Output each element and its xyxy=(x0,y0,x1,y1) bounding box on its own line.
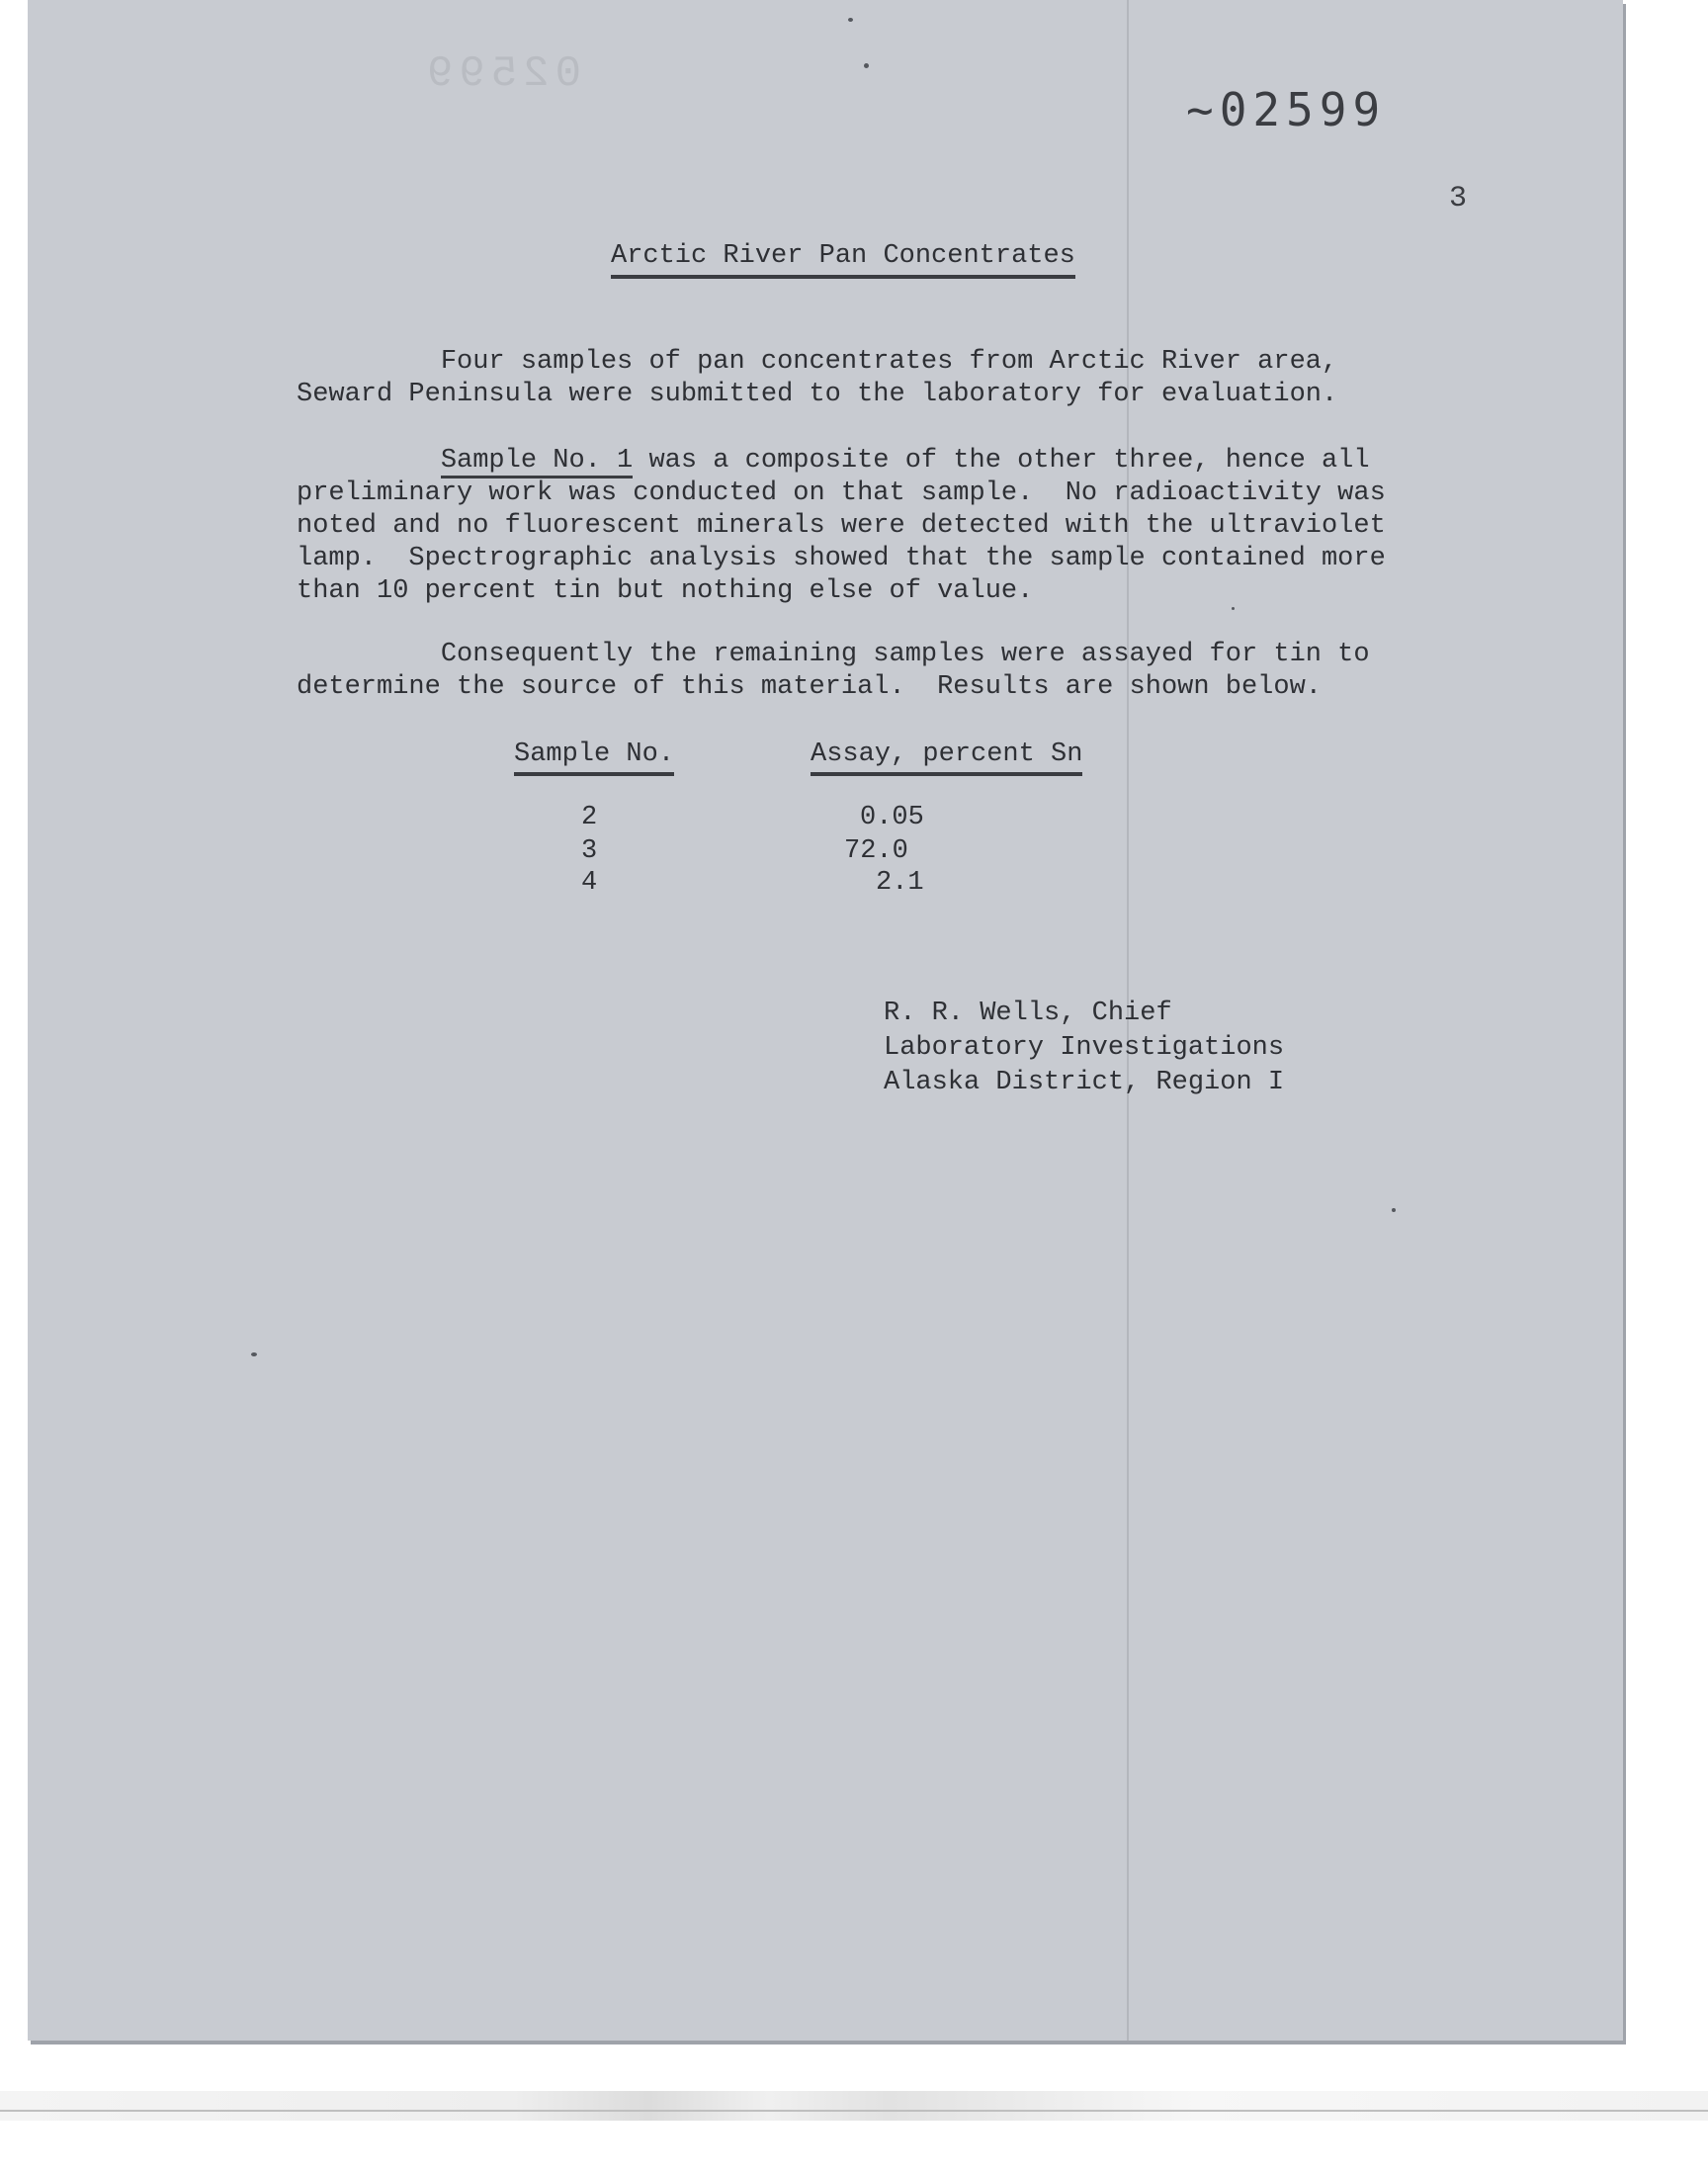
table-cell-assay: 0.05 xyxy=(860,803,924,832)
paragraph-line: was a composite of the other three, hence all xyxy=(633,446,1370,476)
signatory-department: Laboratory Investigations xyxy=(884,1033,1285,1063)
page-speck xyxy=(251,1352,257,1356)
paragraph-line: preliminary work was conducted on that sample. No radioactivity was xyxy=(297,478,1386,508)
signature-block xyxy=(884,997,1284,1100)
column-header-assay: Assay, percent Sn xyxy=(811,740,1082,776)
sample-one-label: Sample No. 1 xyxy=(441,446,633,478)
signatory-name: R. R. Wells, Chief xyxy=(884,999,1172,1028)
paragraph-sample-one xyxy=(297,445,1433,608)
show-through-stamp: 02599 xyxy=(420,49,581,99)
paragraph-line: noted and no fluorescent minerals were detected with the ultraviolet xyxy=(297,511,1386,541)
paragraph-line: Consequently the remaining samples were assayed for tin to xyxy=(297,640,1370,669)
page-number: 3 xyxy=(1449,182,1468,216)
page-speck xyxy=(1392,1208,1396,1212)
scanner-artifact-line xyxy=(0,2110,1708,2112)
page-speck xyxy=(864,63,869,68)
signatory-region: Alaska District, Region I xyxy=(884,1068,1285,1097)
paragraph-results xyxy=(297,639,1433,704)
document-number: ~02599 xyxy=(1186,83,1387,136)
paragraph-line: determine the source of this material. Results are shown below. xyxy=(297,672,1322,702)
table-cell-assay: 72.0 xyxy=(844,836,908,866)
table-cell-sample: 2 xyxy=(581,803,598,832)
paragraph-line: Seward Peninsula were submitted to the laboratory for evaluation. xyxy=(297,380,1338,409)
table-cell-sample: 3 xyxy=(581,836,598,866)
paragraph-line: than 10 percent tin but nothing else of value. xyxy=(297,576,1034,606)
table-cell-assay: 2.1 xyxy=(876,868,924,898)
paragraph-intro xyxy=(297,346,1433,411)
scanner-artifact-band xyxy=(0,2091,1708,2121)
column-header-sample: Sample No. xyxy=(514,740,674,776)
table-cell-sample: 4 xyxy=(581,868,598,898)
document-page xyxy=(28,0,1623,2041)
document-title: Arctic River Pan Concentrates xyxy=(611,241,1075,279)
paragraph-line: Four samples of pan concentrates from Arctic River area, xyxy=(297,347,1338,377)
paragraph-line: lamp. Spectrographic analysis showed that the sample contained more xyxy=(297,544,1386,573)
indent xyxy=(297,446,441,476)
page-speck xyxy=(848,18,853,22)
